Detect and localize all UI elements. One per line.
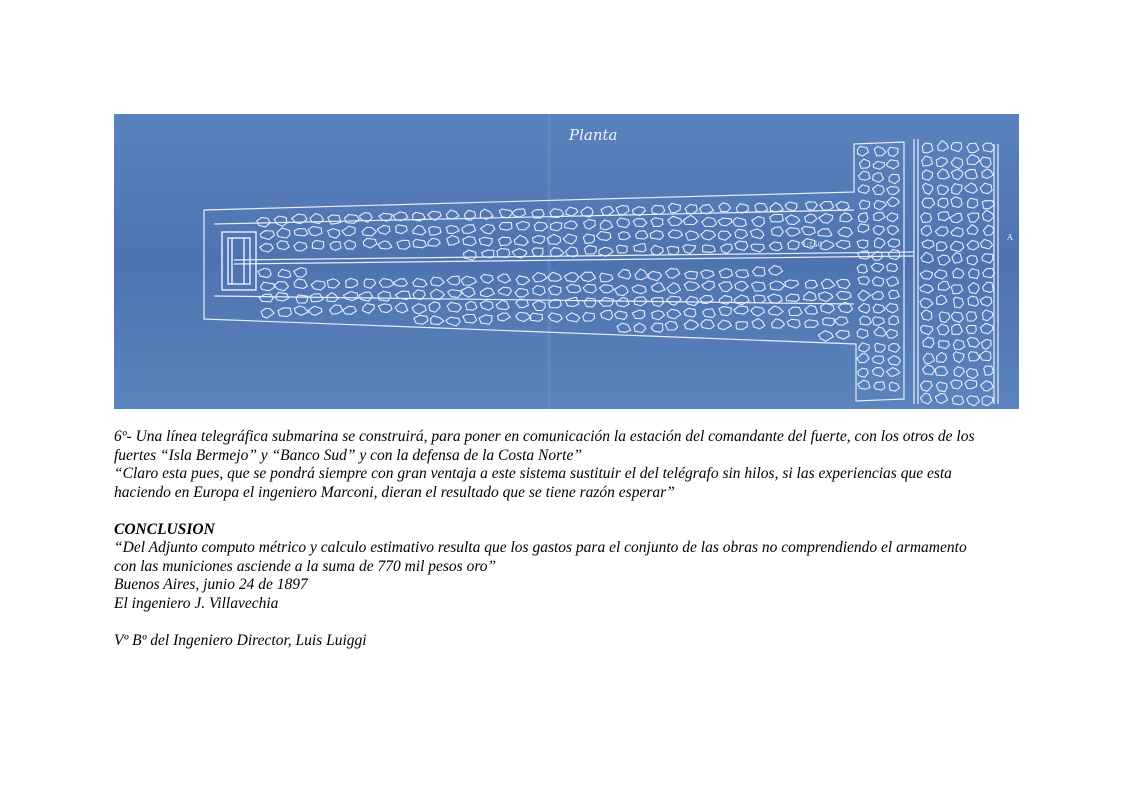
scale-note: 1:150	[802, 241, 823, 249]
conclusion-heading: CONCLUSION	[114, 520, 215, 538]
paragraph-wireless-line-1: “Claro esta pues, que se pondrá siempre con gran ventaja a este sistema sustituir el del telégrafo sin hilos, si las experiencias que esta	[114, 465, 952, 482]
signature: El ingeniero J. Villavechia	[114, 594, 279, 612]
approval-line: Vº Bº del Ingeniero Director, Luis Luiggi	[114, 631, 367, 649]
paragraph-wireless-line-2: haciendo en Europa el ingeniero Marconi, dieran el resultado que se tiene razón esperar”	[114, 483, 675, 501]
document-text	[114, 428, 1014, 650]
paragraph-conclusion-line-2: con las municiones asciende a la suma de 770 mil pesos oro”	[114, 557, 497, 575]
blueprint-drawing	[114, 114, 1019, 409]
paragraph-telegraph-line-1: 6º- Una línea telegráfica submarina se construirá, para poner en comunicación la estación del comandante del fuerte, con los otros de los	[114, 428, 975, 445]
figure-label: Planta	[569, 126, 618, 144]
place-date: Buenos Aires, junio 24 de 1897	[114, 576, 308, 593]
paragraph-conclusion-line-1: “Del Adjunto computo métrico y calculo estimativo resulta que los gastos para el conjunto de las obras no comprendiendo el armamento	[114, 539, 967, 556]
blueprint-figure	[114, 114, 1019, 409]
paragraph-telegraph-line-2: fuertes “Isla Bermejo” y “Banco Sud” y con la defensa de la Costa Norte”	[114, 446, 582, 464]
section-marker: A	[1007, 233, 1013, 242]
